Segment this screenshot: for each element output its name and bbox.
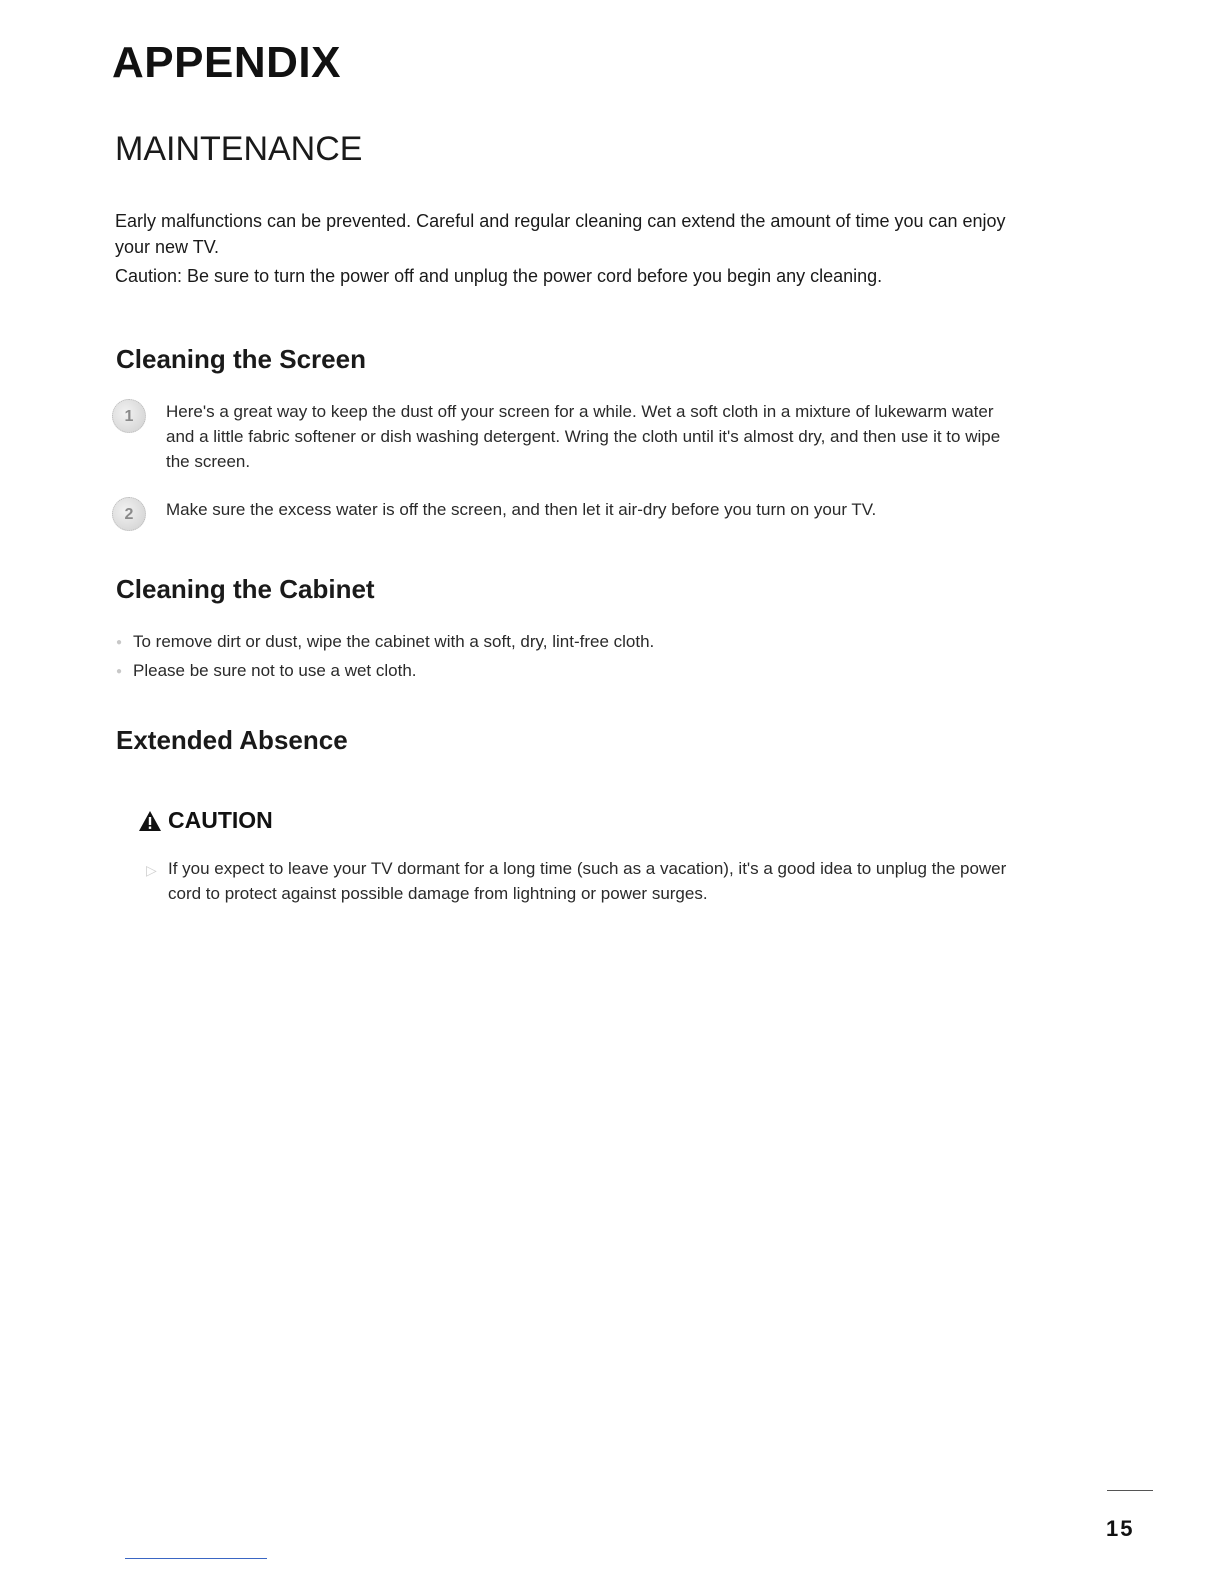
- screen-step-2-text: Make sure the excess water is off the screen, and then let it air-dry before you turn on your TV.: [166, 500, 877, 519]
- intro-text: Early malfunctions can be prevented. Careful and regular cleaning can extend the amount of time you can enjoy your new TV.: [115, 211, 1006, 257]
- caution-label: CAUTION: [168, 807, 273, 833]
- step-number-1-icon: 1: [112, 399, 146, 433]
- cleaning-screen-heading: Cleaning the Screen: [116, 344, 366, 374]
- bottom-divider: [125, 1558, 267, 1559]
- cabinet-item-2-text: Please be sure not to use a wet cloth.: [133, 661, 417, 680]
- intro-paragraph: [115, 208, 1035, 289]
- appendix-title: APPENDIX: [112, 38, 341, 87]
- warning-triangle-icon: [138, 810, 162, 832]
- caution-heading: [138, 807, 273, 834]
- caution-item-text: If you expect to leave your TV dormant for a long time (such as a vacation), it's a good idea to unplug the power cord to protect against possible damage from lightning or power surges.: [168, 859, 1007, 903]
- step-number-2-icon: 2: [112, 497, 146, 531]
- cabinet-item-1: [116, 630, 1016, 655]
- cabinet-item-1-text: To remove dirt or dust, wipe the cabinet with a soft, dry, lint-free cloth.: [133, 632, 655, 651]
- cabinet-item-2: [116, 659, 1016, 684]
- small-dot-icon: ●: [116, 636, 123, 648]
- arrow-right-icon: ▷: [146, 862, 157, 878]
- footer-divider: [1107, 1490, 1153, 1491]
- caution-item: [146, 856, 1026, 908]
- screen-step-1: [112, 399, 1032, 479]
- extended-absence-heading: Extended Absence: [116, 725, 348, 755]
- screen-step-1-text: Here's a great way to keep the dust off your screen for a while. Wet a soft cloth in a mixture of lukewarm water and a little fabric softener or dish washing detergent. Wring the cloth until it's almost dry, and then use it to wipe the screen.: [166, 402, 1001, 471]
- cleaning-cabinet-heading: Cleaning the Cabinet: [116, 574, 375, 604]
- small-dot-icon: ●: [116, 665, 123, 677]
- section-title: MAINTENANCE: [115, 130, 363, 168]
- intro-caution-text: Caution: Be sure to turn the power off and unplug the power cord before you begin any cleaning.: [115, 266, 883, 286]
- screen-step-2: [112, 497, 1032, 537]
- page-number: 15: [1106, 1516, 1135, 1541]
